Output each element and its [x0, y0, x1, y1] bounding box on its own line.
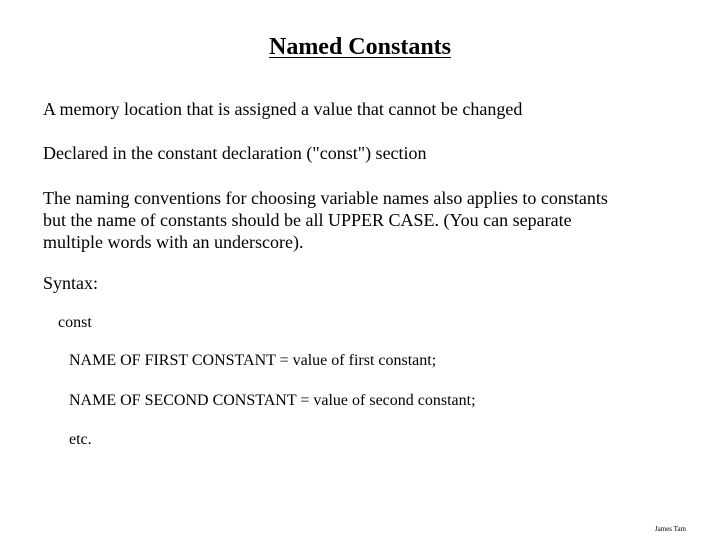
naming-line: multiple words with an underscore). [43, 232, 304, 252]
syntax-line: NAME OF SECOND CONSTANT = value of second constant; [69, 392, 476, 409]
syntax-keyword: const [58, 314, 92, 331]
author-footer: James Tam [654, 525, 686, 533]
slide-title-text: Named Constants [268, 34, 451, 60]
definition-paragraph: A memory location that is assigned a value that cannot be changed [43, 99, 523, 119]
syntax-line: etc. [69, 431, 92, 448]
declaration-paragraph: Declared in the constant declaration ("const") section [43, 143, 427, 163]
syntax-label: Syntax: [43, 273, 99, 293]
syntax-line: NAME OF FIRST CONSTANT = value of first constant; [69, 352, 437, 369]
naming-line: The naming conventions for choosing variable names also applies to constants [43, 188, 608, 208]
naming-line: but the name of constants should be all UPPER CASE. (You can separate [43, 210, 572, 230]
naming-paragraph [43, 187, 683, 253]
slide-title [0, 34, 720, 61]
